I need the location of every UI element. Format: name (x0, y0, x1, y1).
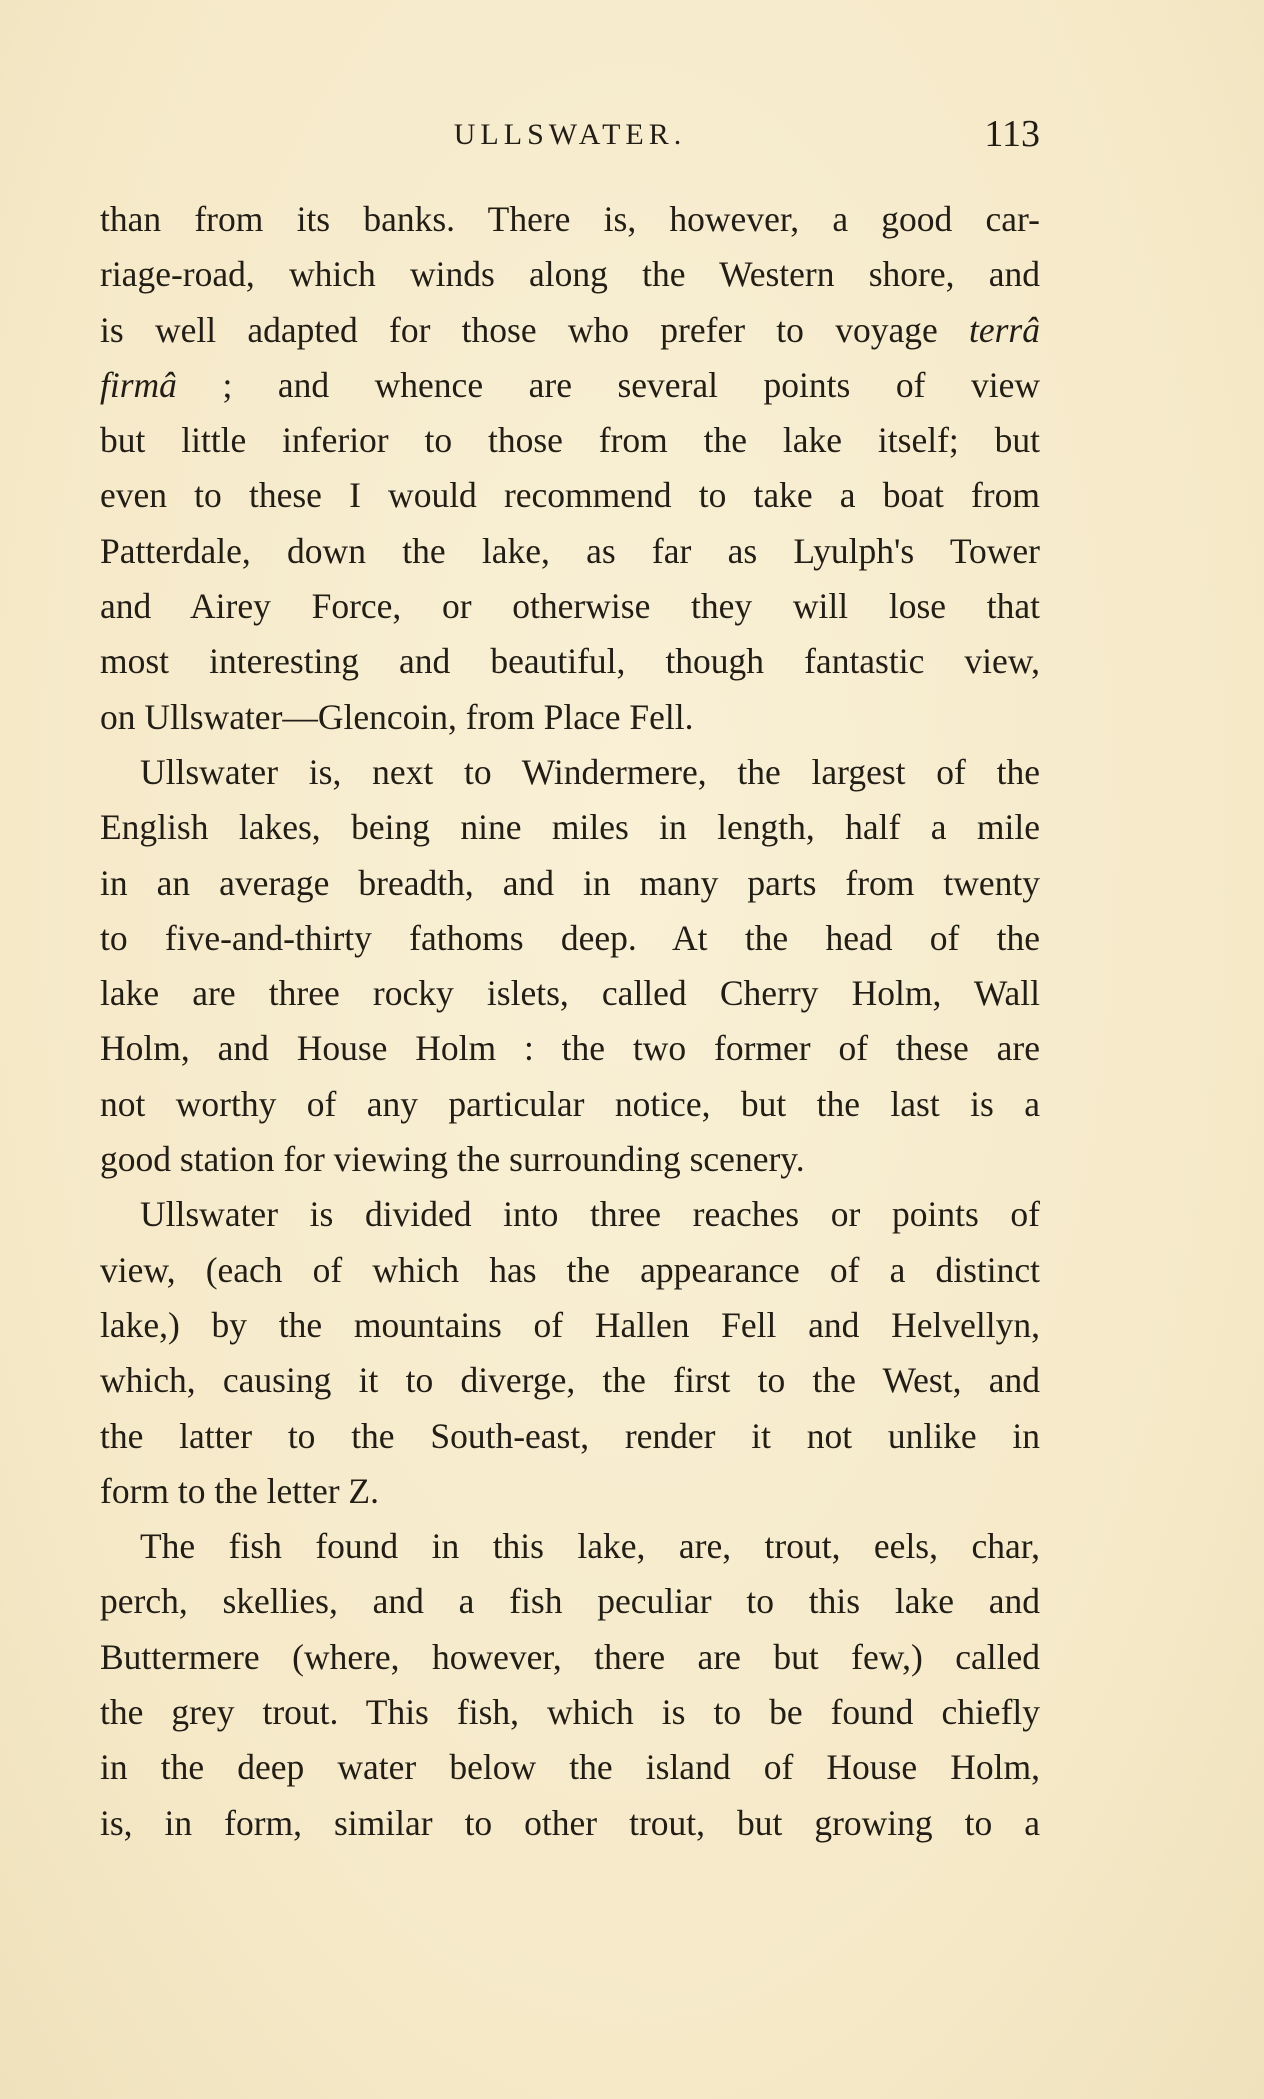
text-line: Buttermere (where, however, there are but few,) called (100, 1636, 1040, 1677)
text-line: on Ullswater—Glencoin, from Place Fell. (100, 696, 694, 737)
text-line: and Airey Force, or otherwise they will lose that (100, 586, 1040, 627)
text-line: not worthy of any particular notice, but the last is a (100, 1083, 1040, 1124)
text-fragment: ; and whence are several points of view (176, 364, 1040, 405)
page-number: 113 (984, 113, 1040, 155)
text-line: Holm, and House Holm : the two former of these are (100, 1028, 1040, 1069)
paragraph-1 (100, 192, 1040, 745)
text-fragment: is well adapted for those who prefer to voyage (100, 309, 969, 350)
running-title: ULLSWATER. (453, 118, 687, 151)
text-line: view, (each of which has the appearance of a distinct (100, 1249, 1040, 1290)
text-line: form to the letter Z. (100, 1470, 379, 1511)
text-line: lake,) by the mountains of Hallen Fell and Helvellyn, (100, 1304, 1040, 1345)
text-line: even to these I would recommend to take a boat from (100, 475, 1040, 516)
text-line: Ullswater is divided into three reaches or points of (140, 1194, 1040, 1235)
text-line: but little inferior to those from the lake itself; but (100, 420, 1040, 461)
text-line: lake are three rocky islets, called Cherry Holm, Wall (100, 973, 1040, 1014)
text-line: English lakes, being nine miles in length, half a mile (100, 807, 1040, 848)
text-line: in an average breadth, and in many parts from twenty (100, 862, 1040, 903)
text-line: than from its banks. There is, however, a good car- (100, 199, 1040, 239)
italic-term: terrâ (969, 309, 1040, 350)
text-line: the latter to the South-east, render it not unlike in (100, 1415, 1040, 1456)
text-line: Patterdale, down the lake, as far as Lyulph's Tower (100, 530, 1040, 571)
text-line: most interesting and beautiful, though fantastic view, (100, 641, 1040, 682)
text-line: the grey trout. This fish, which is to be found chiefly (100, 1692, 1040, 1733)
paragraph-4 (100, 1519, 1040, 1851)
running-head (100, 112, 1040, 162)
text-line: riage-road, which winds along the Western shore, and (100, 254, 1040, 295)
text-line-with-italic (100, 358, 1040, 413)
text-line: in the deep water below the island of House Holm, (100, 1747, 1040, 1788)
text-line: to five-and-thirty fathoms deep. At the head of the (100, 917, 1040, 958)
paragraph-3 (100, 1187, 1040, 1519)
text-line: perch, skellies, and a fish peculiar to this lake and (100, 1581, 1040, 1622)
text-line: Ullswater is, next to Windermere, the largest of the (140, 751, 1040, 792)
text-line: The fish found in this lake, are, trout, eels, char, (140, 1526, 1040, 1567)
body-text (100, 192, 1040, 1851)
text-line: good station for viewing the surrounding scenery. (100, 1139, 805, 1180)
text-line: which, causing it to diverge, the first to the West, and (100, 1360, 1040, 1401)
paragraph-2 (100, 745, 1040, 1187)
text-line: is, in form, similar to other trout, but growing to a (100, 1802, 1040, 1843)
italic-term: firmâ (100, 364, 177, 405)
text-line-with-italic (100, 303, 1040, 358)
